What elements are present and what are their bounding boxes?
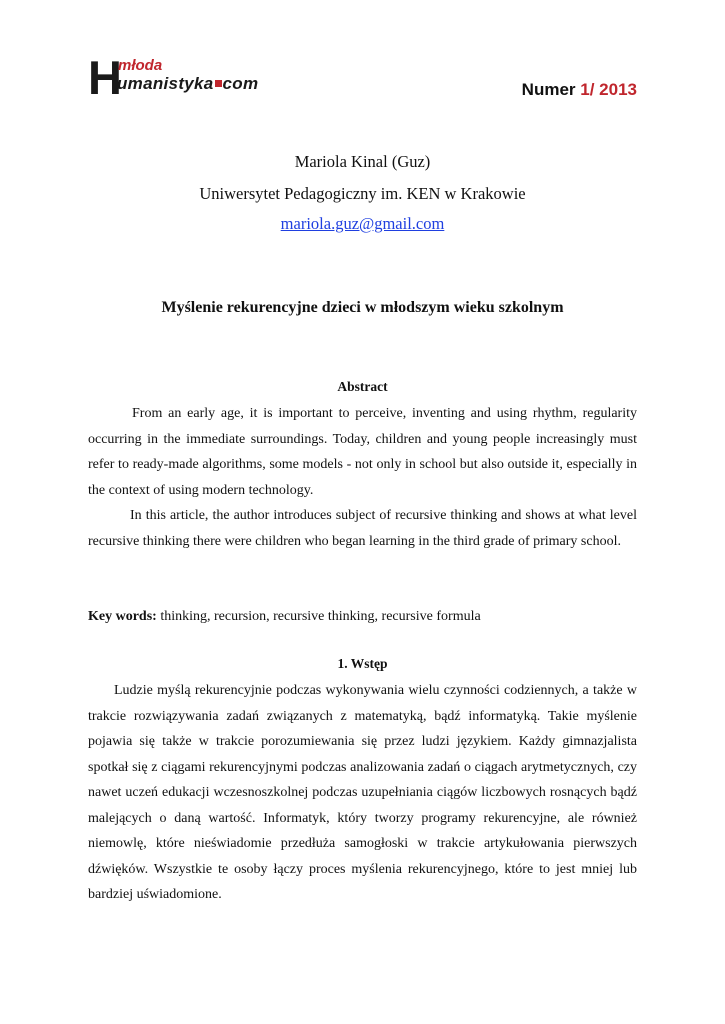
keywords-value: thinking, recursion, recursive thinking, recursive formula <box>160 609 481 624</box>
keywords-label: Key words: <box>88 609 157 624</box>
abstract-paragraph-2: In this article, the author introduces subject of recursive thinking and shows at what level recursive thinking there were children who began learning in the third grade of primary school. <box>88 508 637 549</box>
logo-dot-icon <box>215 80 222 87</box>
issue-label: Numer <box>521 80 576 99</box>
logo-bottom-text <box>117 75 258 93</box>
paper-title: Myślenie rekurencyjne dzieci w młodszym wieku szkolnym <box>161 299 564 316</box>
author-email-link[interactable]: mariola.guz@gmail.com <box>280 214 445 233</box>
journal-logo <box>88 51 298 104</box>
section-heading: 1. Wstęp <box>337 656 388 671</box>
logo-tld: com <box>222 74 259 93</box>
section-paragraph: Ludzie myślą rekurencyjnie podczas wykonywania wielu czynności codziennych, a także w trakcie rozwiązywania zadań związanych z matematyką, bądź informatyką. Takie myślenie pojawia się także w trakcie porozumiewania się przez ludzi językiem. Każdy gimnazjalista spotkał się z ciągami rekurencyjnymi podczas analizowania zadań o ciągach arytmetycznych, czy nawet uczeń edukacji wczesnoszkolnej podczas uzupełniania ciągów liczbowych rosnących bądź malejących o daną wartość. Informatyk, który tworzy programy rekurencyjne, ale również niemowlę, które nieświadomie przedłuża samogłoski w trakcie artykułowania pierwszych dźwięków. Wszystkie te osoby łączy proces myślenia rekurencyjnego, które to jest mniej lub bardziej uświadomione. <box>88 683 637 902</box>
logo-letter: H <box>88 51 122 104</box>
logo-top-text: młoda <box>118 57 163 74</box>
author-affiliation: Uniwersytet Pedagogiczny im. KEN w Krakowie <box>199 184 526 203</box>
keywords <box>88 604 637 630</box>
abstract-paragraph-1: From an early age, it is important to perceive, inventing and using rhythm, regularity occurring in the immediate surroundings. Today, children and young people increasingly must refer to ready-made algorithms, some models - not only in school but also outside it, especially in the context of using modern technology. <box>88 406 637 498</box>
logo-bottom-word: umanistyka <box>117 74 214 93</box>
abstract-heading: Abstract <box>337 379 388 394</box>
issue-number <box>522 79 637 101</box>
issue-value: 1/ 2013 <box>580 80 637 99</box>
author-name: Mariola Kinal (Guz) <box>294 152 431 171</box>
